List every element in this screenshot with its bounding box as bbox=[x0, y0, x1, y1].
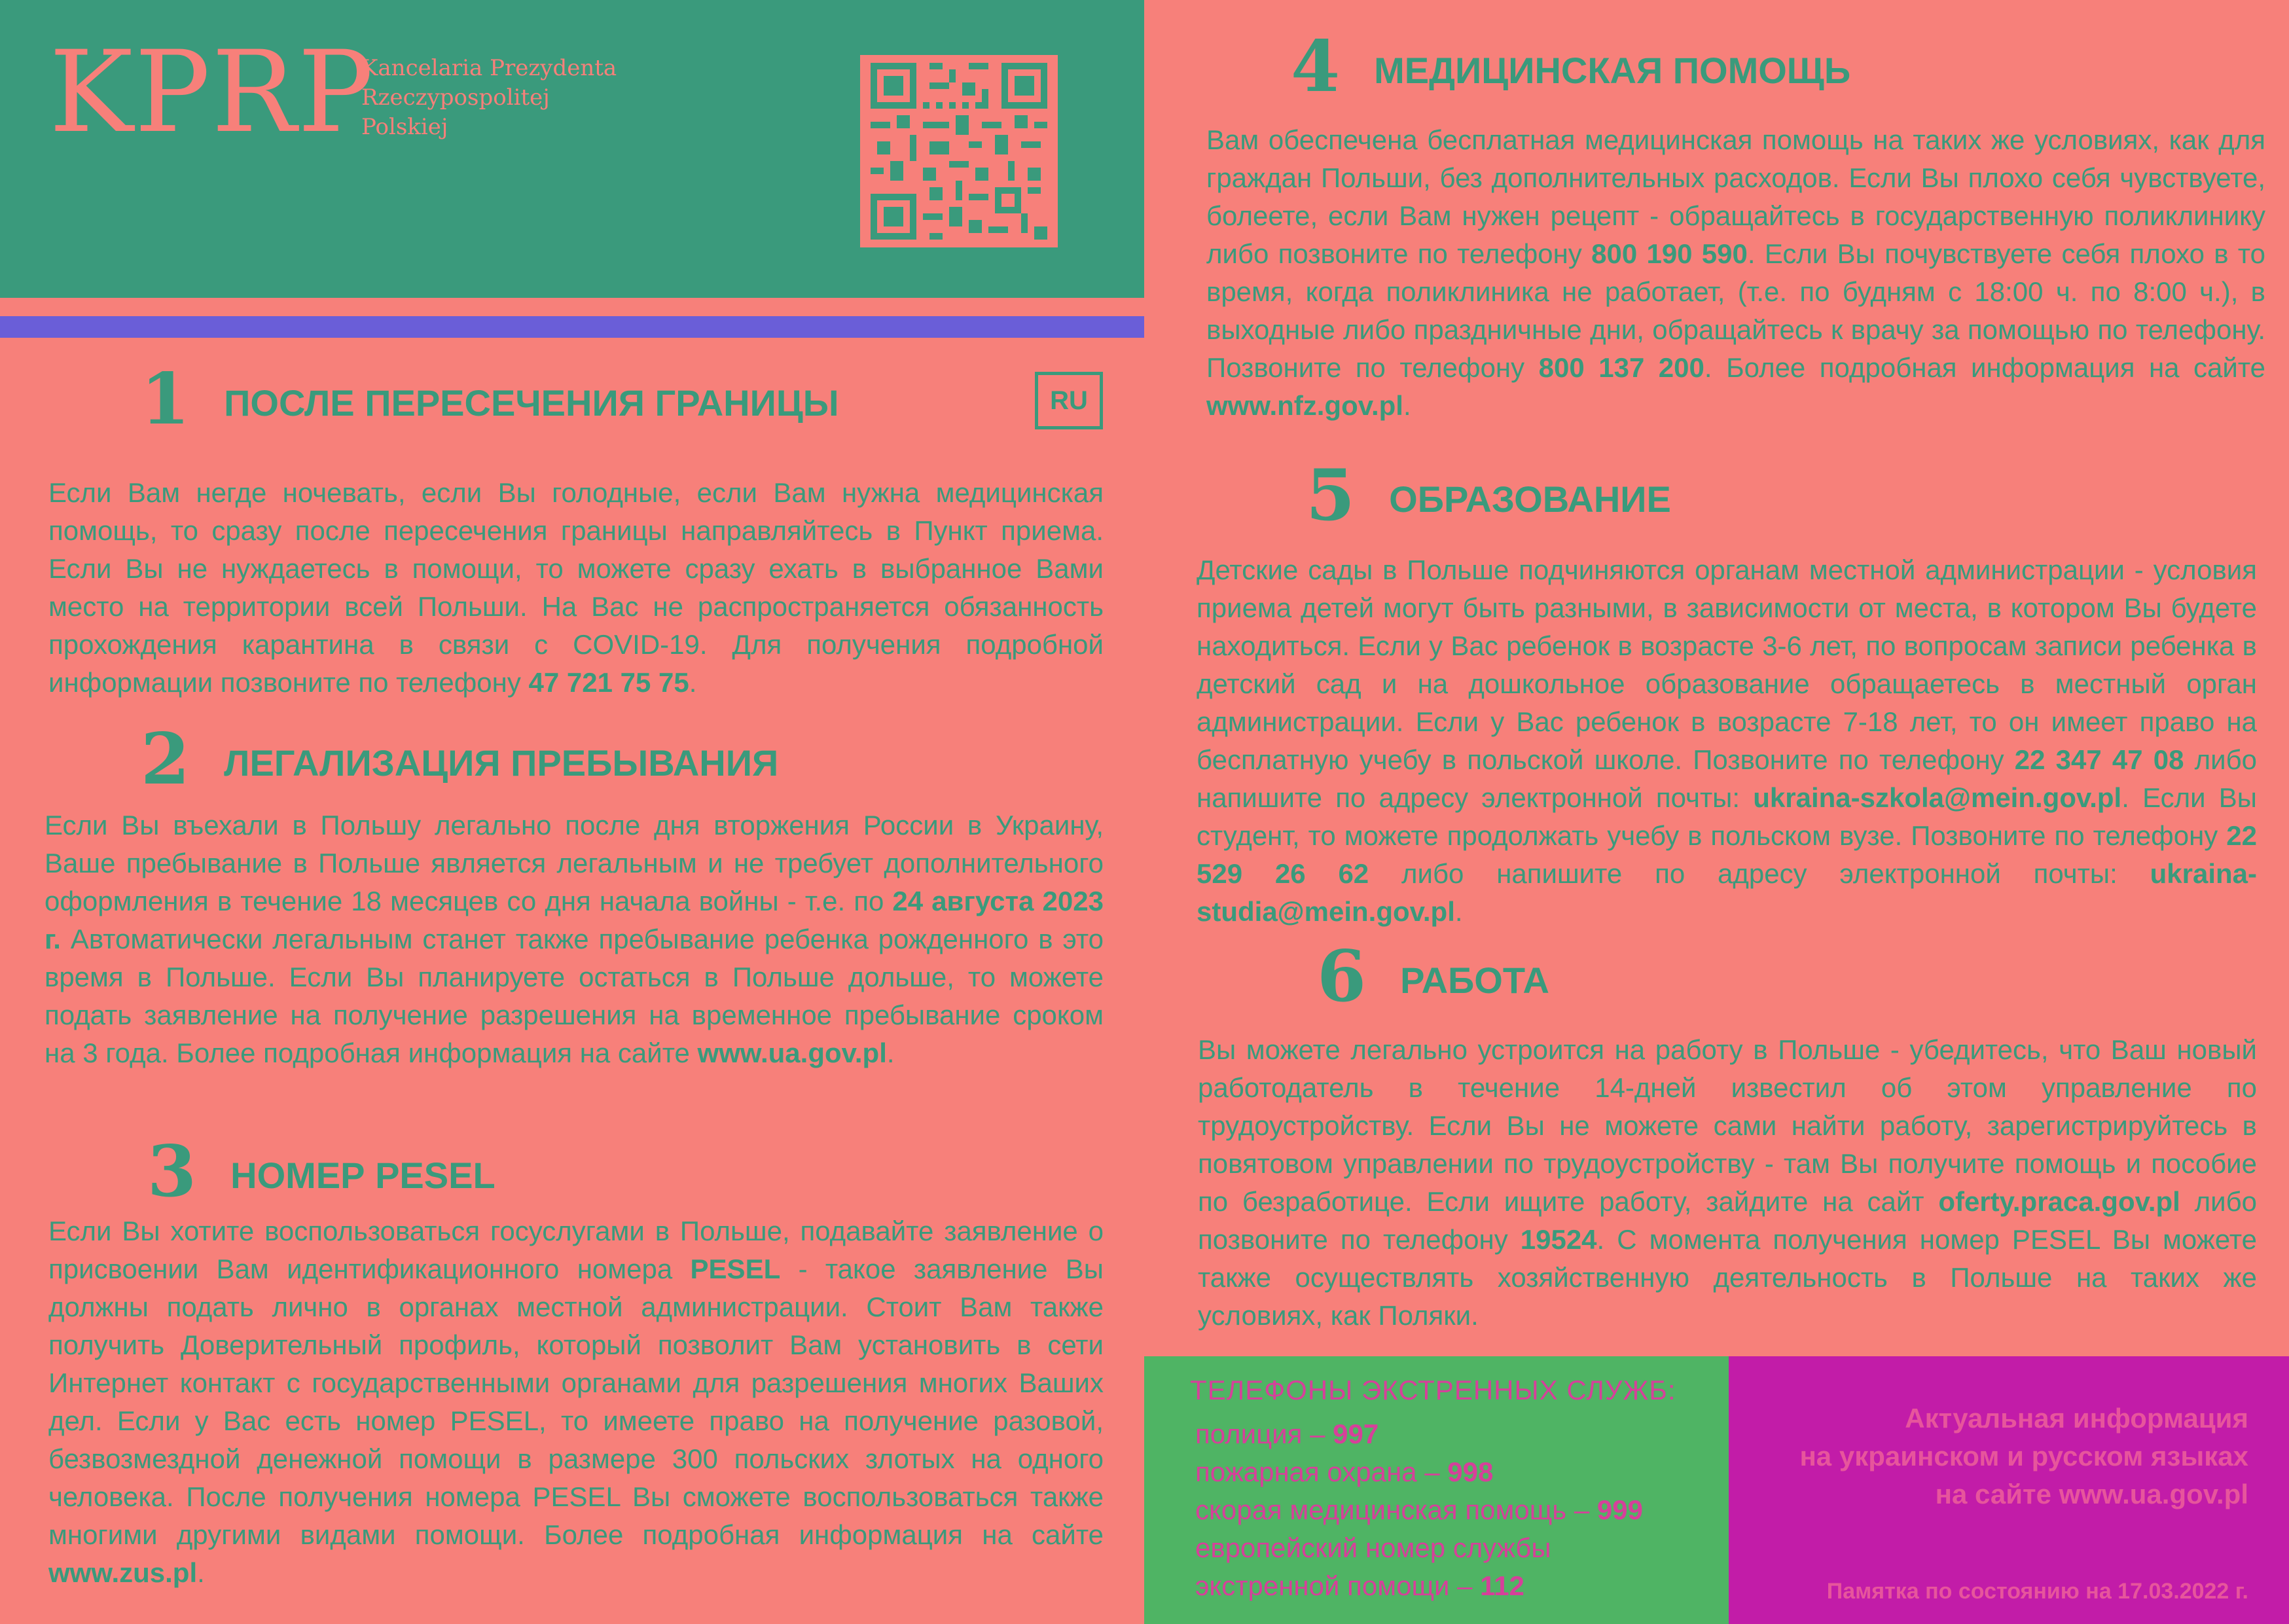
section-number: 1 bbox=[141, 358, 190, 441]
date-note: Памятка по состоянию на 17.03.2022 г. bbox=[1826, 1579, 2248, 1604]
section-number: 2 bbox=[141, 718, 190, 801]
section-3-text: Если Вы хотите воспользоваться госуслугами в Польше, подавайте заявление о присвоении Вам идентификационного номера PESEL - такое заявление Вы должны подать лично в органах местной администрации. Стоит Вам также получить Доверительный профиль, который позволит Вам установить в сети Интернет контакт с государственными органами для разрешения многих Ваших дел. Если у Вас есть номер PESEL, то имеете право на получение разовой, безвозмездной денежной помощи в размере 300 польских злотых на одного человека. После получения номера PESEL Вы сможете воспользоваться также многими другими видами помощи. Более подробная информация на сайте www.zus.pl. bbox=[48, 1216, 1104, 1588]
emergency-list bbox=[1195, 1415, 1643, 1605]
info-line: на сайте www.ua.gov.pl bbox=[1935, 1479, 2248, 1509]
info-box bbox=[1729, 1356, 2289, 1624]
section-5-text: Детские сады в Польше подчиняются органам местной администрации - условия приема детей могут быть разными, в зависимости от места, в котором Вы будете находиться. Если у Вас ребенок в возрасте 3-6 лет, по вопросам записи ребенка в детский сад и на дошкольное образование обращаетесь в местный орган администрации. Если у Вас ребенок в возрасте 7-18 лет, то он имеет право на бесплатную учебу в польской школе. Позвоните по телефону 22 347 47 08 либо напишите по адресу электронной почты: ukraina-szkola@mein.gov.pl. Если Вы студент, то можете продолжать учебу в польском вузе. Позвоните по телефону 22 529 26 62 либо напишите по адресу электронной почты: ukraina-studia@mein.gov.pl. bbox=[1197, 554, 2257, 927]
header-banner bbox=[0, 0, 1144, 298]
section-6-text: Вы можете легально устроится на работу в Польше - убедитесь, что Ваш новый работодатель в течение 14-дней известил об этом управление по трудоустройству. Если Вы не можете сами найти работу, зарегистрируйтесь в повятовом управлении по трудоустройству - там Вы получите помощь и пособие по безработице. Если ищите работу, зайдите на сайт oferty.praca.gov.pl либо позвоните по телефону 19524. С момента получения номер PESEL Вы можете также осуществлять хозяйственную деятельность в Польше на таких же условиях, как Поляки. bbox=[1198, 1034, 2257, 1331]
section-number: 6 bbox=[1317, 935, 1367, 1018]
info-line: на украинском и русском языках bbox=[1799, 1441, 2248, 1471]
language-badge: RU bbox=[1035, 372, 1103, 429]
org-name-line: Kancelaria Prezydenta bbox=[361, 55, 617, 81]
section-number: 5 bbox=[1306, 454, 1356, 537]
section-2-text: Если Вы въехали в Польшу легально после дня вторжения России в Украину, Ваше пребывание в Польше является легальным и не требует дополнительного оформления в течение 18 месяцев со дня начала войны - т.е. по 24 августа 2023 г. Автоматически легальным станет также пребывание ребенка рожденного в это время в Польше. Если Вы планируете остаться в Польше дольше, то можете подать заявление на получение разрешения на временное пребывание сроком на 3 года. Более подробная информация на сайте www.ua.gov.pl. bbox=[45, 810, 1104, 1068]
section-title: НОМЕР PESEL bbox=[230, 1154, 496, 1196]
info-line: Актуальная информация bbox=[1905, 1403, 2248, 1434]
section-5-heading bbox=[1306, 454, 1671, 537]
emergency-numbers-box bbox=[1144, 1356, 1729, 1624]
section-3-heading bbox=[147, 1130, 496, 1213]
emergency-item: европейский номер службы bbox=[1195, 1532, 1551, 1563]
kprp-logo: KPRP bbox=[49, 26, 375, 158]
section-title: ПОСЛЕ ПЕРЕСЕЧЕНИЯ ГРАНИЦЫ bbox=[224, 382, 839, 424]
org-name-line: Polskiej bbox=[361, 114, 448, 140]
section-title: РАБОТА bbox=[1400, 959, 1549, 1001]
section-6-heading bbox=[1317, 935, 1549, 1018]
org-name-line: Rzeczypospolitej bbox=[361, 84, 550, 111]
emergency-item: экстренной помощи – 112 bbox=[1195, 1570, 1524, 1601]
section-2-heading bbox=[141, 718, 779, 801]
qr-code-icon bbox=[860, 55, 1058, 247]
section-4-text: Вам обеспечена бесплатная медицинская помощь на таких же условиях, как для граждан Польши, без дополнительных расходов. Если Вы плохо себя чувствуете, болеете, если Вам нужен рецепт - обращайтесь в государственную поликлинику либо позвоните по телефону 800 190 590. Если Вы почувствуете себя плохо в то время, когда поликлиника не работает, (т.е. по будням с 18:00 ч. по 8:00 ч.), в выходные либо праздничные дни, обращайтесь к врачу за помощью по телефону. Позвоните по телефону 800 137 200. Более подробная информация на сайте www.nfz.gov.pl. bbox=[1206, 124, 2265, 421]
emergency-item: полиция – 997 bbox=[1195, 1418, 1379, 1449]
section-number: 3 bbox=[147, 1130, 197, 1213]
section-4-heading bbox=[1291, 26, 1851, 108]
section-number: 4 bbox=[1291, 26, 1341, 108]
section-1-text: Если Вам негде ночевать, если Вы голодные, если Вам нужна медицинская помощь, то сразу после пересечения границы направляйтесь в Пункт приема. Если Вы не нуждаетесь в помощи, то можете сразу ехать в выбранное Вами место на территории всей Польши. На Вас не распространяется обязанность прохождения карантина в связи с COVID-19. Для получения подробной информации позвоните по телефону 47 721 75 75. bbox=[48, 477, 1104, 698]
divider-stripe bbox=[0, 298, 1144, 316]
emergency-item: пожарная охрана – 998 bbox=[1195, 1456, 1494, 1487]
divider-stripe-blue bbox=[0, 316, 1144, 338]
section-title: ЛЕГАЛИЗАЦИЯ ПРЕБЫВАНИЯ bbox=[224, 742, 779, 784]
emergency-title: ТЕЛЕФОНЫ ЭКСТРЕННЫХ СЛУЖБ: bbox=[1190, 1375, 1676, 1405]
section-title: МЕДИЦИНСКАЯ ПОМОЩЬ bbox=[1374, 49, 1851, 91]
org-name bbox=[361, 54, 617, 142]
section-title: ОБРАЗОВАНИЕ bbox=[1389, 478, 1671, 520]
info-text bbox=[1799, 1399, 2248, 1513]
section-1-heading bbox=[141, 358, 839, 441]
emergency-item: скорая медицинская помощь – 999 bbox=[1195, 1494, 1643, 1525]
